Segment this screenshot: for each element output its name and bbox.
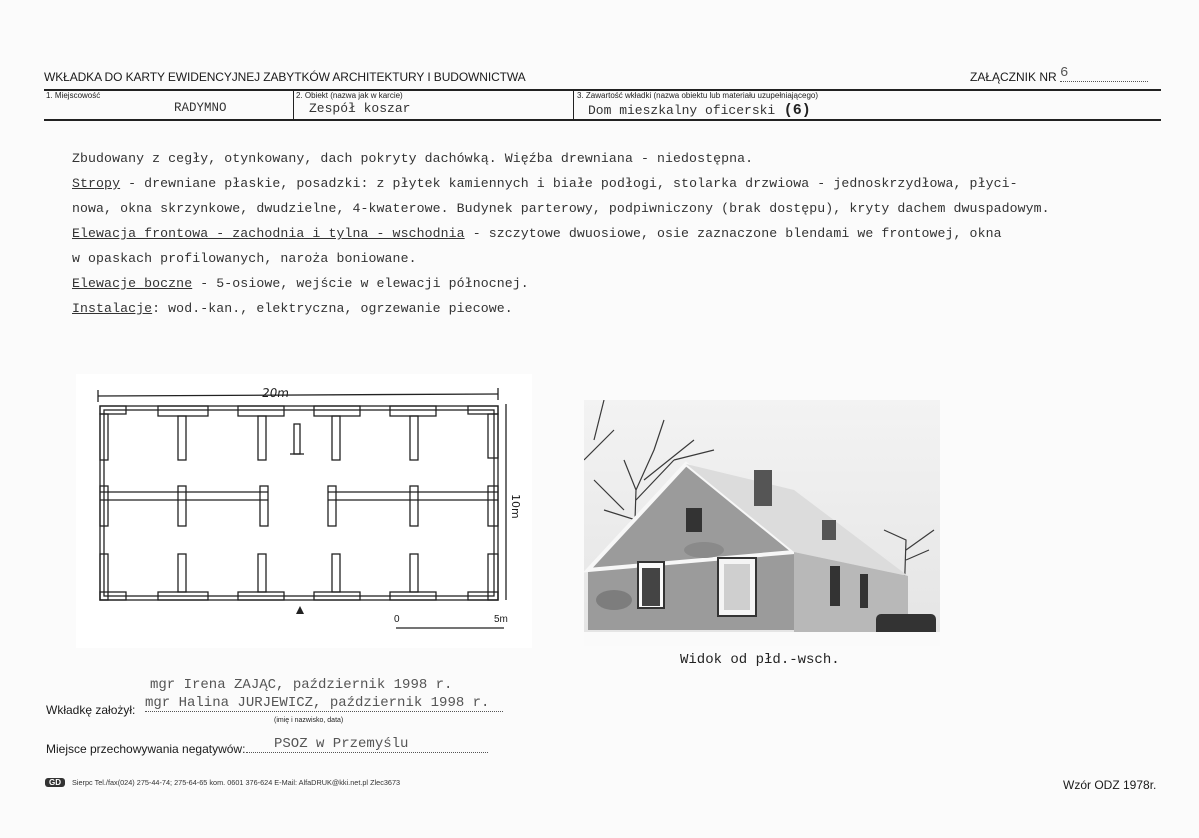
scale-zero-label: 0 xyxy=(394,614,400,625)
description-line-5: w opaskach profilowanych, naroża boniowane. xyxy=(72,251,417,266)
entrance-arrow xyxy=(296,606,304,614)
floor-plan-drawing xyxy=(76,374,532,648)
form-model: Wzór ODZ 1978r. xyxy=(1063,778,1157,792)
stropy-heading: Stropy xyxy=(72,176,121,191)
printer-logo: GD xyxy=(45,778,65,787)
attachment-label-text: ZAŁĄCZNIK NR xyxy=(970,70,1057,84)
building-photo xyxy=(584,400,940,646)
plan-width-label: 20m xyxy=(261,386,290,400)
scale-end-label: 5m xyxy=(494,614,508,625)
content-label: 3. Zawartość wkładki (nazwa obiektu lub materiału uzupełniającego) xyxy=(577,91,819,100)
content-number: (6) xyxy=(783,102,811,119)
description-line-6 xyxy=(72,276,529,291)
attachment-label xyxy=(970,65,1148,87)
content-value-text: Dom mieszkalny oficerski xyxy=(588,103,776,118)
field-divider-1 xyxy=(293,90,294,119)
description-line-3: nowa, okna skrzynkowe, dwudzielne, 4-kwaterowe. Budynek parterowy, podpiwniczony (brak dostępu), kryty dachem dwuspadowym. xyxy=(72,201,1050,216)
description-line-4 xyxy=(72,226,1002,241)
object-value: Zespół koszar xyxy=(309,101,411,116)
floor-plan-sketch xyxy=(76,374,532,648)
content-value xyxy=(588,101,811,119)
negatives-value: PSOZ w Przemyślu xyxy=(246,736,488,753)
author-line-1: mgr Irena ZAJĄC, październik 1998 r. xyxy=(150,677,453,693)
locality-label: 1. Miejscowość xyxy=(46,91,101,100)
negatives-label: Miejsce przechowywania negatywów: xyxy=(46,742,246,756)
photo-caption: Widok od płd.-wsch. xyxy=(680,652,840,668)
description-line-2 xyxy=(72,176,1018,191)
plan-depth-label: 10m xyxy=(509,494,522,519)
printer-info: Sierpc Tel./fax(024) 275-44-74; 275-64-65 kom. 0601 376-624 E-Mail: AlfaDRUK@kki.net.pl Zlec3673 xyxy=(72,778,401,787)
elevation-front-text: - szczytowe dwuosiowe, osie zaznaczone blendami we frontowej, okna xyxy=(464,226,1002,241)
description-line-7 xyxy=(72,301,513,316)
locality-value: RADYMNO xyxy=(174,101,227,115)
elevation-side-text: - 5-osiowe, wejście w elewacji północnej. xyxy=(192,276,529,291)
object-label: 2. Obiekt (nazwa jak w karcie) xyxy=(296,91,403,100)
installations-heading: Instalacje xyxy=(72,301,153,316)
form-title: WKŁADKA DO KARTY EWIDENCYJNEJ ZABYTKÓW ARCHITEKTURY I BUDOWNICTWA xyxy=(44,70,526,84)
author-hint: (imię i nazwisko, data) xyxy=(274,717,344,724)
elevation-side-heading: Elewacje boczne xyxy=(72,276,193,291)
created-by-label: Wkładkę założył: xyxy=(46,703,136,717)
stropy-text: - drewniane płaskie, posadzki: z płytek kamiennych i białe podłogi, stolarka drzwiowa - jednoskrzydłowa, płyci- xyxy=(120,176,1018,191)
field-divider-2 xyxy=(573,90,574,119)
description-line-1: Zbudowany z cegły, otynkowany, dach pokryty dachówką. Więźba drewniana - niedostępna. xyxy=(72,151,754,166)
elevation-front-heading: Elewacja frontowa - zachodnia i tylna - wschodnia xyxy=(72,226,465,241)
installations-text: : wod.-kan., elektryczna, ogrzewanie piecowe. xyxy=(152,301,513,316)
author-line-2: mgr Halina JURJEWICZ, październik 1998 r. xyxy=(145,695,503,712)
header-bottom-rule xyxy=(44,119,1161,121)
building-photo-drawing xyxy=(584,400,940,646)
attachment-number: 6 xyxy=(1060,65,1148,82)
